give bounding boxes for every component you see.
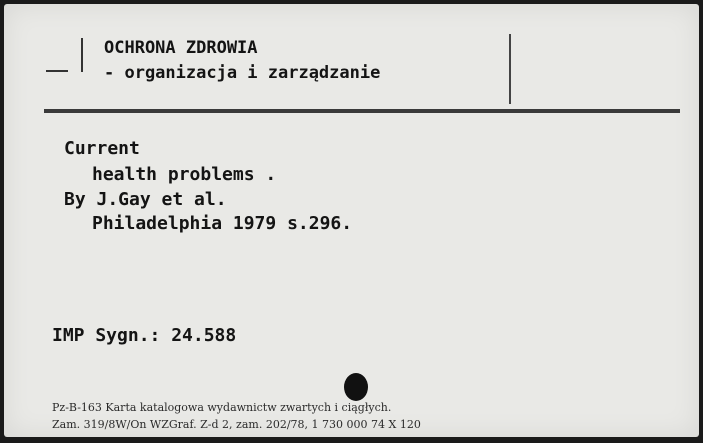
footer-form-line: Pz-B-163 Karta katalogowa wydawnictw zwartych i ciągłych. <box>52 401 392 414</box>
title-line-1: Current <box>64 138 140 159</box>
imprint-line: Philadelphia 1979 s.296. <box>92 213 353 234</box>
title-line-2: health problems . <box>92 164 277 185</box>
punch-hole <box>344 373 368 401</box>
call-number: IMP Sygn.: 24.588 <box>52 325 237 346</box>
subject-heading: OCHRONA ZDROWIA <box>104 38 258 58</box>
header-dash-mark <box>46 70 68 72</box>
header-rule <box>44 109 680 113</box>
catalog-card <box>4 4 699 437</box>
header-vertical-mark <box>81 38 83 72</box>
header-vertical-separator <box>509 34 511 104</box>
author-line: By J.Gay et al. <box>64 189 227 210</box>
footer-print-line: Zam. 319/8W/On WZGraf. Z-d 2, zam. 202/78, 1 730 000 74 X 120 <box>52 418 421 431</box>
subject-subheading: - organizacja i zarządzanie <box>104 63 381 83</box>
